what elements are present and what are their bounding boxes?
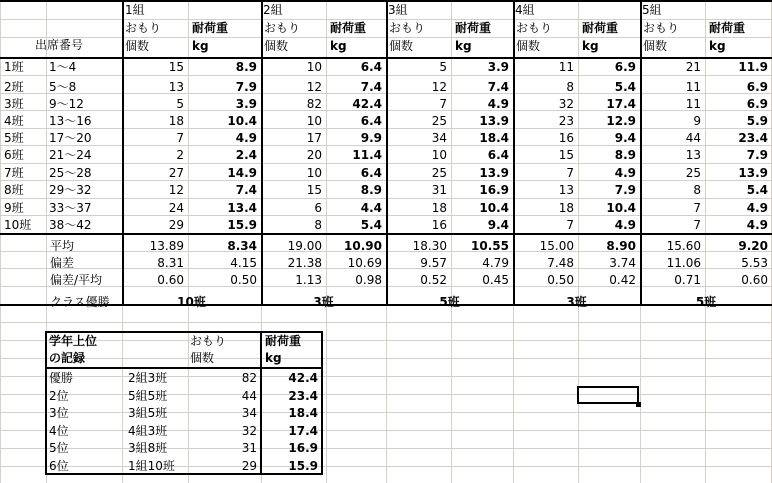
ranking-load-label-2[interactable]: kg [265,351,282,365]
winner-cell[interactable]: 5班 [695,295,717,309]
weights-cell[interactable]: 20 [306,148,322,162]
stat-load-cell[interactable]: 0.50 [230,273,257,287]
load-label-2[interactable]: kg [455,39,472,53]
load-cell[interactable]: 17.4 [606,97,636,111]
stat-weights-cell[interactable]: 19.00 [287,239,322,253]
seat-range[interactable]: 17～20 [49,131,92,145]
stat-weights-cell[interactable]: 11.06 [666,256,701,270]
weights-cell[interactable]: 25 [685,166,701,180]
weights-label-1[interactable]: おもり [125,21,162,35]
stat-load-cell[interactable]: 0.60 [741,273,768,287]
ranking-weights[interactable]: 32 [241,423,257,438]
ranking-title-2[interactable]: の記録 [49,351,86,365]
stat-weights-cell[interactable]: 1.13 [295,273,322,287]
ranking-team[interactable]: 3組8班 [128,441,168,455]
team-label[interactable]: 3班 [4,97,24,111]
weights-cell[interactable]: 18 [431,201,447,215]
selected-cell[interactable] [577,386,639,404]
stat-weights-cell[interactable]: 21.38 [287,256,322,270]
weights-cell[interactable]: 27 [168,166,184,180]
weights-cell[interactable]: 25 [431,166,447,180]
weights-cell[interactable]: 5 [439,60,447,74]
load-cell[interactable]: 15.9 [227,218,257,232]
ranking-weights[interactable]: 82 [241,371,257,385]
stat-load-cell[interactable]: 10.90 [344,239,382,253]
ranking-title-1[interactable]: 学年上位 [49,334,98,348]
weights-cell[interactable]: 11 [685,80,701,94]
weights-label-2[interactable]: 個数 [389,39,414,53]
load-cell[interactable]: 10.4 [479,201,509,215]
weights-cell[interactable]: 8 [566,80,574,94]
load-cell[interactable]: 2.4 [235,148,257,162]
weights-cell[interactable]: 21 [685,60,701,74]
weights-cell[interactable]: 15 [168,60,184,74]
load-cell[interactable]: 5.4 [360,218,382,232]
load-cell[interactable]: 12.9 [606,114,636,128]
seat-range[interactable]: 9～12 [49,97,84,111]
weights-cell[interactable]: 10 [306,114,322,128]
load-label-1[interactable]: 耐荷重 [582,21,619,35]
seat-range[interactable]: 33～37 [49,201,92,215]
class-4-header[interactable]: 4組 [515,3,535,17]
stat-load-cell[interactable]: 10.55 [471,239,509,253]
ranking-weights[interactable]: 31 [241,441,257,455]
weights-label-2[interactable]: 個数 [264,39,289,53]
class-2-header[interactable]: 2組 [263,3,283,17]
ranking-rank[interactable]: 3位 [49,406,69,420]
stat-load-cell[interactable]: 10.69 [347,256,382,270]
winner-cell[interactable]: 5班 [439,295,460,309]
ranking-team[interactable]: 5組5班 [128,388,168,403]
load-cell[interactable]: 4.9 [746,218,768,232]
weights-label-1[interactable]: おもり [389,21,426,35]
load-cell[interactable]: 8.9 [235,60,257,74]
winner-cell[interactable]: 10班 [177,295,206,309]
weights-cell[interactable]: 16 [431,218,447,232]
weights-cell[interactable]: 9 [693,114,701,128]
load-cell[interactable]: 8.9 [360,183,382,197]
weights-cell[interactable]: 8 [693,183,701,197]
load-cell[interactable]: 6.4 [360,60,382,74]
weights-label-1[interactable]: おもり [516,21,553,35]
seat-range[interactable]: 25～28 [49,166,92,180]
class-5-header[interactable]: 5組 [642,3,662,17]
weights-cell[interactable]: 7 [693,201,701,215]
stat-weights-cell[interactable]: 18.30 [412,239,447,253]
load-cell[interactable]: 11.4 [352,148,382,162]
load-cell[interactable]: 10.4 [227,114,257,128]
stat-weights-cell[interactable]: 9.57 [420,256,447,270]
winner-cell[interactable]: 3班 [313,295,334,309]
weights-cell[interactable]: 7 [439,97,447,111]
load-label-1[interactable]: 耐荷重 [330,21,367,35]
load-cell[interactable]: 6.9 [746,80,768,94]
weights-cell[interactable]: 32 [558,97,574,111]
load-cell[interactable]: 3.9 [235,97,257,111]
stat-load-cell[interactable]: 4.79 [482,256,509,270]
stat-load-cell[interactable]: 0.45 [482,273,509,287]
ranking-team[interactable]: 3組5班 [128,406,168,420]
stat-label[interactable]: 偏差/平均 [50,273,103,287]
stat-weights-cell[interactable]: 0.50 [547,273,574,287]
ranking-rank[interactable]: 優勝 [49,371,74,385]
weights-cell[interactable]: 10 [431,148,447,162]
load-cell[interactable]: 10.4 [606,201,636,215]
weights-cell[interactable]: 25 [431,114,447,128]
stat-weights-cell[interactable]: 7.48 [547,256,574,270]
stat-weights-cell[interactable]: 8.31 [157,256,184,270]
team-label[interactable]: 8班 [4,183,24,197]
load-cell[interactable]: 6.4 [360,166,382,180]
stat-label[interactable]: 偏差 [50,256,75,270]
seat-range[interactable]: 38～42 [49,218,92,232]
ranking-weights[interactable]: 34 [241,406,257,420]
weights-cell[interactable]: 23 [558,114,574,128]
load-cell[interactable]: 5.4 [746,183,768,197]
gridline-h [0,322,772,323]
ranking-rank[interactable]: 6位 [49,458,69,473]
team-label[interactable]: 9班 [4,201,24,215]
load-cell[interactable]: 9.9 [360,131,382,145]
weights-cell[interactable]: 10 [306,166,322,180]
team-label[interactable]: 6班 [4,148,24,162]
load-cell[interactable]: 7.4 [487,80,509,94]
ranking-rank[interactable]: 4位 [49,423,69,438]
load-cell[interactable]: 23.4 [738,131,768,145]
weights-label-2[interactable]: 個数 [516,39,541,53]
load-cell[interactable]: 5.9 [746,114,768,128]
stat-weights-cell[interactable]: 15.60 [666,239,701,253]
load-cell[interactable]: 4.9 [487,97,509,111]
weights-label-2[interactable]: 個数 [125,39,150,53]
ranking-load-label-1[interactable]: 耐荷重 [265,334,302,348]
load-label-1[interactable]: 耐荷重 [455,21,492,35]
weights-cell[interactable]: 29 [168,218,184,232]
load-cell[interactable]: 4.9 [614,166,636,180]
load-cell[interactable]: 9.4 [487,218,509,232]
stat-weights-cell[interactable]: 15.00 [539,239,574,253]
weights-cell[interactable]: 11 [685,97,701,111]
stat-load-cell[interactable]: 8.90 [606,239,636,253]
ranking-load[interactable]: 18.4 [288,406,318,420]
load-cell[interactable]: 6.4 [487,148,509,162]
load-cell[interactable]: 42.4 [352,97,382,111]
ranking-team[interactable]: 4組3班 [128,423,168,438]
load-cell[interactable]: 9.4 [614,131,636,145]
stat-load-cell[interactable]: 5.53 [741,256,768,270]
winner-cell[interactable]: 3班 [566,295,587,309]
ranking-team[interactable]: 1組10班 [128,458,175,473]
stat-load-cell[interactable]: 4.15 [230,256,257,270]
weights-cell[interactable]: 12 [168,183,184,197]
gridline-v [0,0,1,483]
stat-weights-cell[interactable]: 13.89 [149,239,184,253]
load-cell[interactable]: 4.9 [235,131,257,145]
class-1-header[interactable]: 1組 [125,3,145,17]
stat-weights-cell[interactable]: 0.71 [674,273,701,287]
weights-cell[interactable]: 11 [558,60,574,74]
ranking-load[interactable]: 16.9 [288,441,318,455]
weights-cell[interactable]: 2 [176,148,184,162]
seat-range[interactable]: 13～16 [49,114,92,128]
stat-load-cell[interactable]: 0.42 [609,273,636,287]
team-label[interactable]: 10班 [4,218,32,232]
team-label[interactable]: 4班 [4,114,24,128]
load-label-1[interactable]: 耐荷重 [192,21,229,35]
seat-range[interactable]: 29～32 [49,183,92,197]
load-cell[interactable]: 14.9 [227,166,257,180]
seat-range[interactable]: 21～24 [49,148,92,162]
seat-range[interactable]: 5～8 [49,80,77,94]
ranking-rank[interactable]: 2位 [49,388,69,403]
load-label-1[interactable]: 耐荷重 [709,21,746,35]
ranking-load[interactable]: 23.4 [288,388,318,403]
weights-cell[interactable]: 13 [168,80,184,94]
weights-cell[interactable]: 7 [566,218,574,232]
weights-cell[interactable]: 24 [168,201,184,215]
weights-cell[interactable]: 13 [558,183,574,197]
weights-cell[interactable]: 7 [693,218,701,232]
weights-cell[interactable]: 10 [306,60,322,74]
load-cell[interactable]: 13.9 [738,166,768,180]
load-label-2[interactable]: kg [330,39,347,53]
load-cell[interactable]: 7.9 [235,80,257,94]
load-cell[interactable]: 7.4 [360,80,382,94]
fill-handle[interactable] [636,402,641,407]
load-cell[interactable]: 6.9 [746,97,768,111]
class-3-header[interactable]: 3組 [388,3,408,17]
weights-cell[interactable]: 5 [176,97,184,111]
load-cell[interactable]: 6.9 [614,60,636,74]
weights-cell[interactable]: 8 [314,218,322,232]
weights-cell[interactable]: 15 [558,148,574,162]
stat-weights-cell[interactable]: 0.52 [420,273,447,287]
weights-cell[interactable]: 31 [431,183,447,197]
stat-load-cell[interactable]: 9.20 [738,239,768,253]
weights-label-1[interactable]: おもり [643,21,680,35]
weights-cell[interactable]: 18 [168,114,184,128]
team-label[interactable]: 7班 [4,166,24,180]
stat-load-cell[interactable]: 3.74 [609,256,636,270]
load-cell[interactable]: 4.9 [746,201,768,215]
team-label[interactable]: 1班 [4,60,24,74]
winner-label[interactable]: クラス優勝 [50,295,110,309]
ranking-weights[interactable]: 44 [241,388,257,403]
load-cell[interactable]: 4.4 [360,201,382,215]
weights-cell[interactable]: 12 [306,80,322,94]
load-cell[interactable]: 3.9 [487,60,509,74]
stat-label[interactable]: 平均 [50,239,75,253]
weights-label-2[interactable]: 個数 [643,39,668,53]
weights-cell[interactable]: 17 [306,131,322,145]
load-cell[interactable]: 13.9 [479,166,509,180]
ranking-load[interactable]: 42.4 [288,371,318,385]
load-cell[interactable]: 11.9 [738,60,768,74]
weights-cell[interactable]: 18 [558,201,574,215]
load-label-2[interactable]: kg [709,39,726,53]
ranking-weights-label-1[interactable]: おもり [190,334,227,348]
load-cell[interactable]: 18.4 [479,131,509,145]
weights-cell[interactable]: 16 [558,131,574,145]
weights-cell[interactable]: 13 [685,148,701,162]
ranking-weights-label-2[interactable]: 個数 [190,351,215,365]
team-label[interactable]: 2班 [4,80,24,94]
load-cell[interactable]: 4.9 [614,218,636,232]
load-cell[interactable]: 8.9 [614,148,636,162]
load-cell[interactable]: 7.9 [614,183,636,197]
stat-load-cell[interactable]: 8.34 [227,239,257,253]
weights-cell[interactable]: 15 [306,183,322,197]
ranking-weights[interactable]: 29 [241,458,257,473]
seat-range[interactable]: 1～4 [49,60,77,74]
load-cell[interactable]: 13.4 [227,201,257,215]
load-cell[interactable]: 7.9 [746,148,768,162]
ranking-load[interactable]: 17.4 [288,423,318,438]
stat-load-cell[interactable]: 0.98 [355,273,382,287]
ranking-team[interactable]: 2組3班 [128,371,168,385]
weights-cell[interactable]: 12 [431,80,447,94]
load-cell[interactable]: 7.4 [235,183,257,197]
load-cell[interactable]: 6.4 [360,114,382,128]
load-cell[interactable]: 5.4 [614,80,636,94]
ranking-rank[interactable]: 5位 [49,441,69,455]
load-label-2[interactable]: kg [582,39,599,53]
team-label[interactable]: 5班 [4,131,24,145]
ranking-load[interactable]: 15.9 [288,458,318,473]
load-cell[interactable]: 13.9 [479,114,509,128]
weights-cell[interactable]: 7 [176,131,184,145]
weights-label-1[interactable]: おもり [264,21,301,35]
load-cell[interactable]: 16.9 [479,183,509,197]
weights-cell[interactable]: 34 [431,131,447,145]
weights-cell[interactable]: 82 [306,97,322,111]
weights-cell[interactable]: 44 [685,131,701,145]
stat-weights-cell[interactable]: 0.60 [157,273,184,287]
load-label-2[interactable]: kg [192,39,209,53]
weights-cell[interactable]: 7 [566,166,574,180]
seat-number-header[interactable]: 出席番号 [35,38,84,52]
ranking-border-mid [45,367,323,369]
weights-cell[interactable]: 6 [314,201,322,215]
